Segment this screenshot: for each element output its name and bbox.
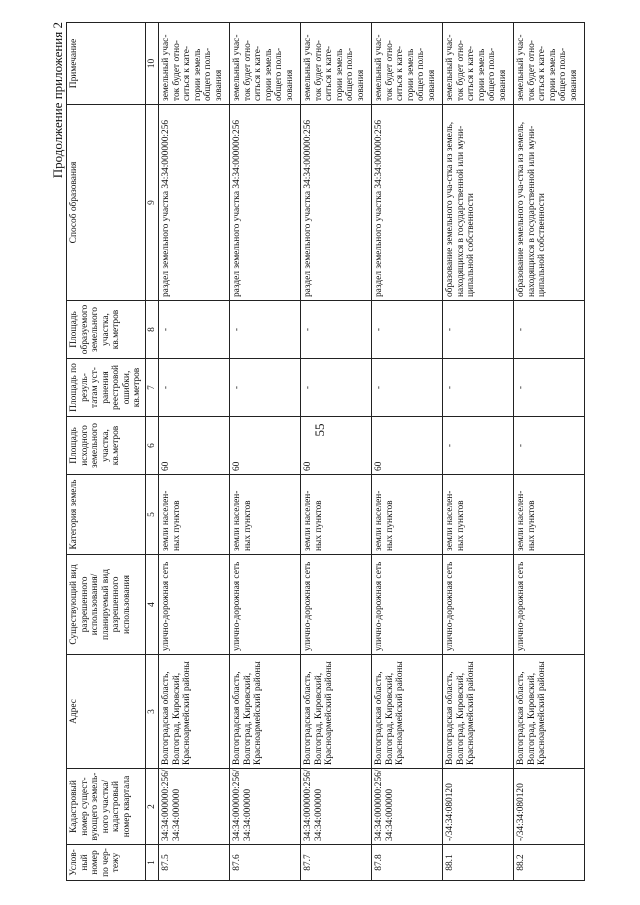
cell-area-source: - <box>443 417 514 475</box>
cell-category: земли населен-ных пунктов <box>372 475 443 555</box>
cell-number: 87.5 <box>159 845 230 881</box>
cell-number: 88.1 <box>443 845 514 881</box>
header-cell: Адрес <box>67 655 146 769</box>
column-number: 1 <box>145 845 159 881</box>
cell-area-corrected: - <box>301 359 372 417</box>
cell-area-corrected: - <box>372 359 443 417</box>
table-row <box>443 23 514 881</box>
cell-note: земельный учас-ток будет отно-ситься к кате-гории земель общего поль-зования <box>443 23 514 105</box>
column-number-row <box>145 23 159 881</box>
column-number: 4 <box>145 555 159 655</box>
column-number: 10 <box>145 23 159 105</box>
cell-method: раздел земельного участка 34:34:000000:256 <box>230 105 301 301</box>
cell-method: образование земельного уча-стка из земель, находящихся в государственной или муни-ципальной собственности <box>443 105 514 301</box>
table-row <box>230 23 301 881</box>
cell-cadastral: 34:34:000000:256/ 34:34:000000 <box>372 769 443 845</box>
column-number: 6 <box>145 417 159 475</box>
cell-method: раздел земельного участка 34:34:000000:256 <box>159 105 230 301</box>
cell-note: земельный учас-ток будет отно-ситься к кате-гории земель общего поль-зования <box>230 23 301 105</box>
cell-use: улично-дорожная сеть <box>159 555 230 655</box>
cell-area-corrected: - <box>514 359 585 417</box>
cell-cadastral: 34:34:000000:256/ 34:34:000000 <box>159 769 230 845</box>
cell-address: Волгоградская область, Волгоград, Кировский, Красноармейский районы <box>372 655 443 769</box>
cell-note: земельный учас-ток будет отно-ситься к кате-гории земель общего поль-зования <box>372 23 443 105</box>
cell-method: раздел земельного участка 34:34:000000:256 <box>372 105 443 301</box>
header-cell: Кадастровый номер сущест-вующего земель-ного участка/ кадастровый номер квартала <box>67 769 146 845</box>
cell-number: 87.6 <box>230 845 301 881</box>
column-number: 9 <box>145 105 159 301</box>
column-number: 7 <box>145 359 159 417</box>
cell-cadastral: -/34:34:080120 <box>443 769 514 845</box>
cell-area-corrected: - <box>230 359 301 417</box>
cell-cadastral: 34:34:000000:256/ 34:34:000000 <box>230 769 301 845</box>
cell-address: Волгоградская область, Волгоград, Кировский, Красноармейский районы <box>443 655 514 769</box>
cell-area-new: - <box>443 301 514 359</box>
header-cell: Площадь образуемого земельного участка, кв.метров <box>67 301 146 359</box>
cell-note: земельный учас-ток будет отно-ситься к кате-гории земель общего поль-зования <box>159 23 230 105</box>
cell-use: улично-дорожная сеть <box>372 555 443 655</box>
cell-area-corrected: - <box>443 359 514 417</box>
page-number: 55 <box>312 423 327 437</box>
header-cell: Примечание <box>67 23 146 105</box>
table-row <box>159 23 230 881</box>
cell-area-source: 60 <box>372 417 443 475</box>
column-number: 5 <box>145 475 159 555</box>
header-cell: Существующий вид разрешенного использования/ планируемый вид разрешенного использования <box>67 555 146 655</box>
cell-area-new: - <box>230 301 301 359</box>
column-number: 2 <box>145 769 159 845</box>
header-cell: Способ образования <box>67 105 146 301</box>
cell-area-new: - <box>301 301 372 359</box>
table-row <box>301 23 372 881</box>
cell-area-source: 60 <box>301 417 372 475</box>
cell-use: улично-дорожная сеть <box>443 555 514 655</box>
cell-category: земли населен-ных пунктов <box>230 475 301 555</box>
cell-category: земли населен-ных пунктов <box>514 475 585 555</box>
cell-use: улично-дорожная сеть <box>514 555 585 655</box>
cell-category: земли населен-ных пунктов <box>159 475 230 555</box>
land-plots-table <box>66 22 585 881</box>
cell-method: образование земельного уча-стка из земель, находящихся в государственной или муни-ципальной собственности <box>514 105 585 301</box>
column-number: 3 <box>145 655 159 769</box>
cell-category: земли населен-ных пунктов <box>301 475 372 555</box>
cell-area-source: 60 <box>159 417 230 475</box>
cell-area-source: 60 <box>230 417 301 475</box>
header-row <box>67 23 146 881</box>
cell-number: 88.2 <box>514 845 585 881</box>
cell-area-corrected: - <box>159 359 230 417</box>
cell-cadastral: -/34:34:080120 <box>514 769 585 845</box>
cell-area-new: - <box>514 301 585 359</box>
cell-address: Волгоградская область, Волгоград, Кировский, Красноармейский районы <box>514 655 585 769</box>
continuation-heading: Продолжение приложения 2 <box>50 22 65 179</box>
header-cell: Услов-ный номер по чер-тежу <box>67 845 146 881</box>
cell-address: Волгоградская область, Волгоград, Кировский, Красноармейский районы <box>301 655 372 769</box>
header-cell: Категория земель <box>67 475 146 555</box>
header-cell: Площадь исходного земельного участка, кв.метров <box>67 417 146 475</box>
column-number: 8 <box>145 301 159 359</box>
cell-area-new: - <box>372 301 443 359</box>
table-row <box>372 23 443 881</box>
cell-cadastral: 34:34:000000:256/ 34:34:000000 <box>301 769 372 845</box>
cell-category: земли населен-ных пунктов <box>443 475 514 555</box>
cell-area-source: - <box>514 417 585 475</box>
cell-number: 87.8 <box>372 845 443 881</box>
cell-number: 87.7 <box>301 845 372 881</box>
header-cell: Площадь по резуль-татам уст-ранения реестровой ошибки, кв.метров <box>67 359 146 417</box>
cell-area-new: - <box>159 301 230 359</box>
cell-method: раздел земельного участка 34:34:000000:256 <box>301 105 372 301</box>
cell-note: земельный учас-ток будет отно-ситься к кате-гории земель общего поль-зования <box>301 23 372 105</box>
cell-use: улично-дорожная сеть <box>301 555 372 655</box>
cell-address: Волгоградская область, Волгоград, Кировский, Красноармейский районы <box>230 655 301 769</box>
cell-note: земельный учас-ток будет отно-ситься к кате-гории земель общего поль-зования <box>514 23 585 105</box>
table-row <box>514 23 585 881</box>
cell-address: Волгоградская область, Волгоград, Кировский, Красноармейский районы <box>159 655 230 769</box>
cell-use: улично-дорожная сеть <box>230 555 301 655</box>
